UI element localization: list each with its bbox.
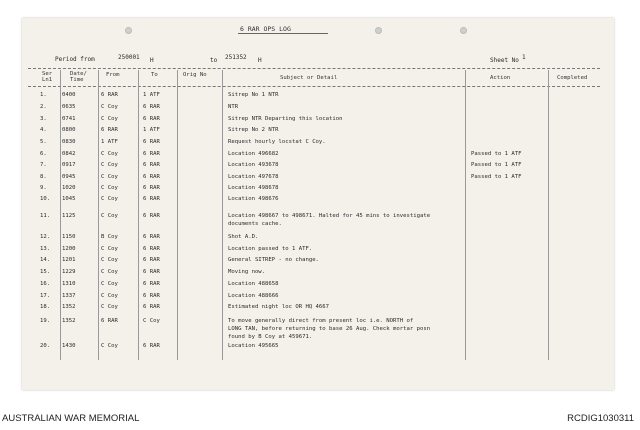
table-row (0, 213, 640, 227)
to-cell: 6 RAR (143, 162, 160, 168)
header-top-rule (28, 68, 600, 69)
time-cell: 0917 (62, 162, 76, 168)
time-cell: 1430 (62, 343, 76, 349)
serial-cell: 19. (40, 318, 51, 324)
detail-cell-continued: found by B Coy at 459671. (228, 334, 313, 340)
serial-cell: 4. (40, 127, 47, 133)
punch-hole (375, 27, 382, 34)
time-cell: 1020 (62, 185, 76, 191)
to-cell: 6 RAR (143, 174, 160, 180)
col-datetime: Date/ Time (70, 71, 87, 83)
to-cell: 6 RAR (143, 281, 160, 287)
to-cell: 6 RAR (143, 196, 160, 202)
to-cell: 6 RAR (143, 293, 160, 299)
time-cell: 1125 (62, 213, 76, 219)
from-cell: 6 RAR (101, 92, 118, 98)
to-cell: 6 RAR (143, 246, 160, 252)
time-cell: 0842 (62, 151, 76, 157)
col-orig-no: Orig No (183, 72, 207, 78)
from-cell: 6 RAR (101, 127, 118, 133)
detail-cell: Location 488658 (228, 281, 279, 287)
serial-cell: 10. (40, 196, 51, 202)
time-cell: 0945 (62, 174, 76, 180)
serial-cell: 18. (40, 304, 51, 310)
table-row (0, 104, 640, 113)
from-cell: C Coy (101, 281, 118, 287)
detail-cell: Moving now. (228, 269, 266, 275)
table-row (0, 116, 640, 125)
document-title: 6 RAR OPS LOG (240, 25, 291, 33)
table-row (0, 151, 640, 160)
detail-cell: Shot A.D. (228, 234, 259, 240)
col-subject: Subject or Detail (280, 75, 338, 81)
time-cell: 0830 (62, 139, 76, 145)
table-row (0, 127, 640, 136)
table-row (0, 139, 640, 148)
time-cell: 1229 (62, 269, 76, 275)
time-cell: 1201 (62, 257, 76, 263)
from-cell: C Coy (101, 104, 118, 110)
table-row (0, 246, 640, 255)
table-row (0, 318, 640, 340)
table-row (0, 196, 640, 205)
serial-cell: 7. (40, 162, 47, 168)
period-label: Period from (55, 56, 95, 63)
table-row (0, 281, 640, 290)
detail-cell: Sitrep NTR Departing this location (228, 116, 343, 122)
to-cell: 6 RAR (143, 269, 160, 275)
period-to: 251352 (225, 54, 247, 61)
from-cell: 6 RAR (101, 318, 118, 324)
serial-cell: 1. (40, 92, 47, 98)
detail-cell: Estimated night loc OR HQ 4667 (228, 304, 330, 310)
time-cell: 0400 (62, 92, 76, 98)
time-cell: 1352 (62, 318, 76, 324)
table-row (0, 234, 640, 243)
from-cell: C Coy (101, 343, 118, 349)
serial-cell: 6. (40, 151, 47, 157)
detail-cell: To move generally direct from present loc i.e. NORTH of (228, 318, 414, 324)
time-cell: 1337 (62, 293, 76, 299)
time-cell: 1150 (62, 234, 76, 240)
to-cell: 6 RAR (143, 304, 160, 310)
to-cell: 6 RAR (143, 139, 160, 145)
punch-hole (125, 27, 132, 34)
detail-cell: NTR (228, 104, 239, 110)
from-cell: C Coy (101, 174, 118, 180)
serial-cell: 9. (40, 185, 47, 191)
from-cell: C Coy (101, 246, 118, 252)
serial-cell: 16. (40, 281, 51, 287)
from-cell: C Coy (101, 269, 118, 275)
to-cell: 1 ATF (143, 127, 160, 133)
serial-cell: 3. (40, 116, 47, 122)
time-cell: 1352 (62, 304, 76, 310)
detail-cell: Location 488666 (228, 293, 279, 299)
col-completed: Completed (557, 75, 588, 81)
serial-cell: 5. (40, 139, 47, 145)
from-cell: C Coy (101, 162, 118, 168)
sheet-label: Sheet No (490, 57, 519, 64)
col-ser: Ser Ln1 (42, 71, 53, 83)
to-cell: 1 ATF (143, 92, 160, 98)
detail-cell: Sitrep No 1 NTR (228, 92, 279, 98)
detail-cell: Location 493678 (228, 162, 279, 168)
table-row (0, 269, 640, 278)
title-underline (238, 33, 328, 34)
table-row (0, 293, 640, 302)
from-cell: C Coy (101, 151, 118, 157)
period-from: 250001 (118, 54, 140, 61)
serial-cell: 8. (40, 174, 47, 180)
period-from-h: H (150, 57, 154, 64)
time-cell: 0800 (62, 127, 76, 133)
detail-cell: Location passed to 1 ATF. (228, 246, 313, 252)
time-cell: 1045 (62, 196, 76, 202)
detail-cell-continued: documents cache. (228, 221, 282, 227)
serial-cell: 20. (40, 343, 51, 349)
detail-cell: Location 498676 (228, 196, 279, 202)
table-row (0, 257, 640, 266)
to-cell: 6 RAR (143, 104, 160, 110)
table-row (0, 304, 640, 313)
from-cell: C Coy (101, 304, 118, 310)
sheet-number: 1 (522, 54, 526, 61)
footer-id: RCDIG1030311 (567, 413, 634, 424)
time-cell: 1200 (62, 246, 76, 252)
detail-cell: Location 497678 (228, 174, 279, 180)
to-cell: 6 RAR (143, 151, 160, 157)
serial-cell: 15. (40, 269, 51, 275)
from-cell: C Coy (101, 257, 118, 263)
serial-cell: 14. (40, 257, 51, 263)
action-cell: Passed to 1 ATF (471, 174, 522, 180)
table-row (0, 162, 640, 171)
to-cell: 6 RAR (143, 234, 160, 240)
serial-cell: 11. (40, 213, 51, 219)
from-cell: C Coy (101, 293, 118, 299)
detail-cell: Location 496682 (228, 151, 279, 157)
to-cell: 6 RAR (143, 116, 160, 122)
action-cell: Passed to 1 ATF (471, 162, 522, 168)
detail-cell: Location 495665 (228, 343, 279, 349)
to-cell: 6 RAR (143, 185, 160, 191)
footer-source: AUSTRALIAN WAR MEMORIAL (2, 413, 140, 424)
serial-cell: 2. (40, 104, 47, 110)
from-cell: C Coy (101, 196, 118, 202)
serial-cell: 13. (40, 246, 51, 252)
time-cell: 1310 (62, 281, 76, 287)
detail-cell-continued: LONG TAN, before returning to base 26 Aug. Check mortar posn (228, 326, 431, 332)
table-row (0, 343, 640, 352)
serial-cell: 12. (40, 234, 51, 240)
detail-cell: Sitrep No 2 NTR (228, 127, 279, 133)
table-row (0, 174, 640, 183)
from-cell: B Coy (101, 234, 118, 240)
col-action: Action (490, 75, 511, 81)
action-cell: Passed to 1 ATF (471, 151, 522, 157)
table-row (0, 185, 640, 194)
time-cell: 0741 (62, 116, 76, 122)
serial-cell: 17. (40, 293, 51, 299)
to-cell: C Coy (143, 318, 160, 324)
col-from: From (106, 72, 120, 78)
from-cell: 1 ATF (101, 139, 118, 145)
detail-cell: Location 498667 to 498671. Halted for 45 mins to investigate (228, 213, 431, 219)
from-cell: C Coy (101, 185, 118, 191)
table-row (0, 92, 640, 101)
to-cell: 6 RAR (143, 213, 160, 219)
from-cell: C Coy (101, 116, 118, 122)
header-bottom-rule (28, 86, 600, 87)
from-cell: C Coy (101, 213, 118, 219)
detail-cell: Location 498678 (228, 185, 279, 191)
detail-cell: General SITREP - no change. (228, 257, 319, 263)
period-to-h: H (258, 57, 262, 64)
time-cell: 0635 (62, 104, 76, 110)
col-to: To (151, 72, 158, 78)
punch-hole (460, 27, 467, 34)
to-label: to (210, 57, 218, 64)
to-cell: 6 RAR (143, 257, 160, 263)
detail-cell: Request hourly locstat C Coy. (228, 139, 326, 145)
to-cell: 6 RAR (143, 343, 160, 349)
